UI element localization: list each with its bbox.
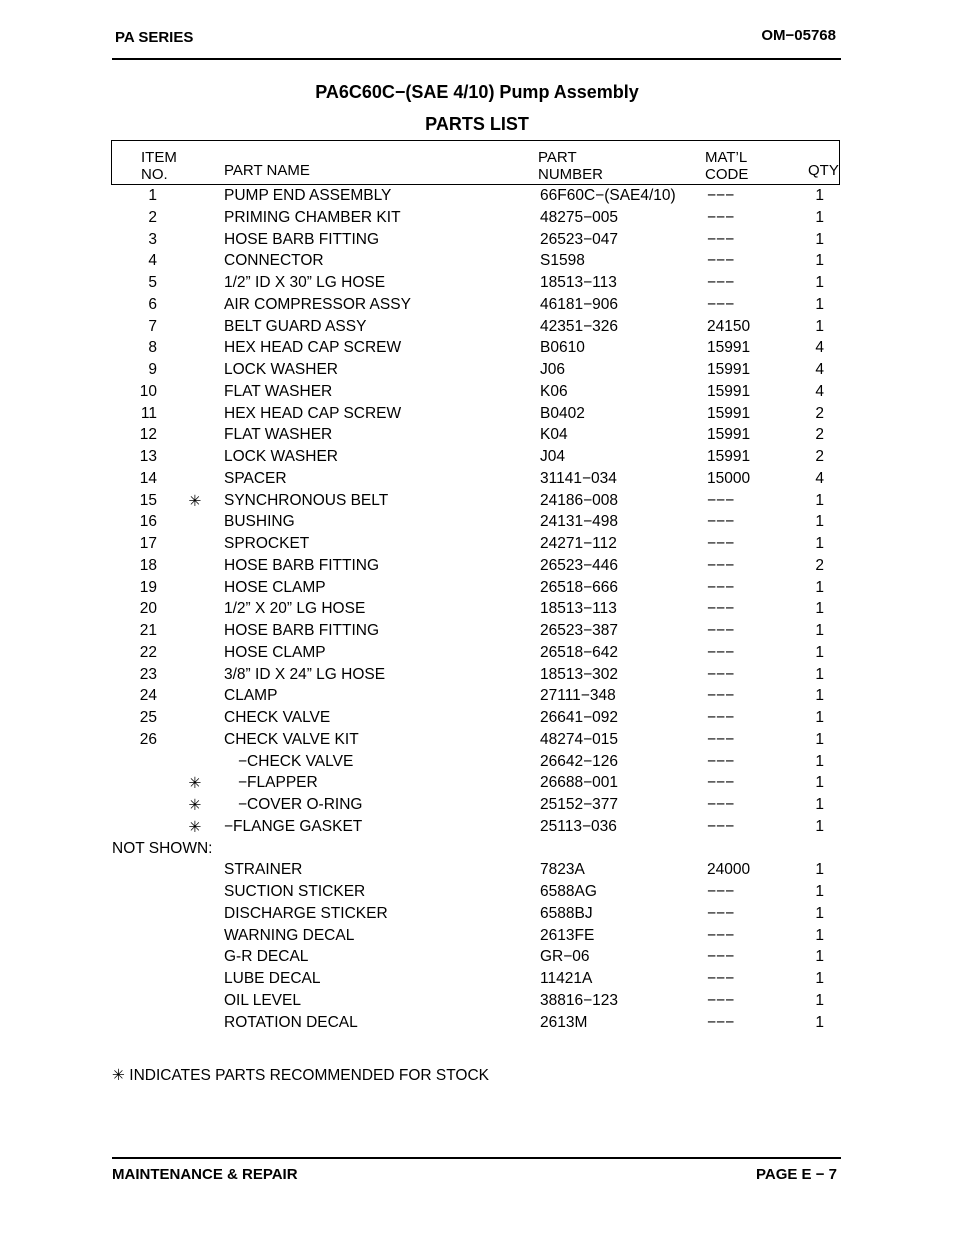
quantity: 1 [815,883,824,900]
part-number: 26523−047 [540,230,619,248]
item-number: 19 [139,578,157,596]
quantity: 4 [815,469,824,487]
part-name: AIR COMPRESSOR ASSY [224,295,411,313]
part-name: −CHECK VALVE [238,752,354,770]
header-rule [112,58,841,60]
part-name: SPROCKET [224,535,310,552]
table-row [0,534,954,556]
material-code: 15991 [707,426,751,444]
quantity: 1 [815,274,824,291]
item-number: 9 [148,361,157,378]
item-number: 1 [148,187,157,204]
quantity: 1 [815,796,824,813]
part-number: 6588BJ [540,904,593,922]
table-row [0,382,954,404]
part-name: −FLAPPER [238,774,318,792]
part-name: WARNING DECAL [224,926,355,944]
table-row [0,947,954,969]
quantity: 1 [815,817,824,835]
part-number: 24271−112 [540,535,617,552]
part-name: 1/2” ID X 30” LG HOSE [224,274,386,291]
item-number: 11 [140,404,157,422]
table-row [0,338,954,360]
part-number: 27111−348 [540,687,616,705]
part-number: 26523−446 [540,556,619,574]
part-name: CHECK VALVE [224,709,331,726]
document-number: OM−05768 [761,27,836,44]
quantity: 1 [815,252,824,270]
quantity: 1 [815,513,824,531]
item-number: 18 [139,556,157,574]
quantity: 1 [815,904,824,922]
stock-star-icon: ✳ [188,775,202,793]
part-number: K04 [540,426,568,444]
table-row [0,251,954,273]
part-number: 25113−036 [540,817,617,835]
quantity: 1 [815,317,824,335]
quantity: 2 [815,426,824,444]
part-name: BUSHING [224,513,295,531]
material-code: −−− [707,709,735,726]
table-row [0,926,954,948]
table-row [0,491,954,513]
quantity: 1 [815,709,824,726]
item-number: 22 [139,643,157,661]
material-code: −−− [707,230,735,248]
table-row [0,686,954,708]
material-code: −−− [707,752,735,770]
part-number: 26688−001 [540,774,619,792]
quantity: 1 [815,970,824,987]
quantity: 1 [815,926,824,944]
stock-footnote: ✳ INDICATES PARTS RECOMMENDED FOR STOCK [112,1067,489,1084]
item-number: 6 [148,295,157,313]
material-code: −−− [707,643,735,661]
stock-star-icon: ✳ [188,818,202,836]
material-code: −−− [707,948,735,966]
part-name: CLAMP [224,687,278,705]
part-number: 25152−377 [540,796,619,813]
column-matl-line1: MAT’L [705,149,748,166]
quantity: 4 [815,339,824,357]
table-row [0,469,954,491]
item-number: 23 [139,665,157,683]
quantity: 1 [815,948,824,966]
material-code: −−− [707,926,735,944]
material-code: 15991 [707,339,751,357]
table-row [0,969,954,991]
series-label: PA SERIES [115,29,194,46]
part-name: HOSE BARB FITTING [224,622,380,639]
table-row [0,360,954,382]
material-code: −−− [707,883,735,900]
part-number: 7823A [540,861,585,879]
quantity: 1 [815,643,824,661]
part-name: ROTATION DECAL [224,1013,358,1031]
part-number: J04 [540,448,565,465]
item-number: 20 [139,600,157,618]
part-name: HOSE BARB FITTING [224,556,380,574]
material-code: −−− [707,491,735,509]
table-row [0,882,954,904]
footer-rule [112,1157,841,1159]
material-code: −−− [707,578,735,596]
table-row [0,186,954,208]
part-name: SUCTION STICKER [224,883,366,900]
part-number: J06 [540,361,565,378]
quantity: 1 [815,991,824,1009]
part-name: HOSE CLAMP [224,643,326,661]
item-number: 10 [139,382,157,400]
column-item-line1: ITEM [141,149,177,166]
quantity: 1 [815,730,824,748]
table-row [0,991,954,1013]
table-row [0,752,954,774]
part-number: 66F60C−(SAE4/10) [540,187,676,204]
material-code: −−− [707,665,735,683]
quantity: 1 [815,230,824,248]
part-name: −COVER O-RING [238,796,363,813]
part-name: CHECK VALVE KIT [224,730,359,748]
material-code: −−− [707,295,735,313]
part-number: 24186−008 [540,491,619,509]
quantity: 1 [815,622,824,639]
item-number: 24 [139,687,157,705]
material-code: −−− [707,687,735,705]
material-code: 15000 [707,469,751,487]
item-number: 4 [148,252,157,270]
part-name: 3/8” ID X 24” LG HOSE [224,665,386,683]
part-number: 31141−034 [540,469,617,487]
part-name: LOCK WASHER [224,448,338,465]
parts-list-title: PARTS LIST [425,114,529,134]
part-name: FLAT WASHER [224,426,333,444]
quantity: 4 [815,361,824,378]
part-number: 42351−326 [540,317,619,335]
table-row [0,512,954,534]
table-row [0,599,954,621]
table-row [0,817,954,839]
material-code: −−− [707,274,735,291]
material-code: 15991 [707,404,751,422]
item-number: 7 [148,317,157,335]
quantity: 1 [815,535,824,552]
material-code: −−− [707,535,735,552]
table-row [0,230,954,252]
quantity: 1 [815,600,824,618]
part-name: STRAINER [224,861,303,879]
quantity: 4 [815,382,824,400]
page-number: PAGE E − 7 [755,1166,837,1183]
table-row [0,730,954,752]
part-name: FLAT WASHER [224,382,333,400]
column-qty: QTY [808,162,839,179]
part-name: HEX HEAD CAP SCREW [224,404,402,422]
item-number: 12 [139,426,157,444]
table-row [0,273,954,295]
material-code: −−− [707,817,735,835]
column-matl-line2: CODE [705,166,749,183]
part-number: 26518−642 [540,643,619,661]
part-number: 18513−302 [540,665,619,683]
table-row [0,578,954,600]
part-name: BELT GUARD ASSY [224,317,367,335]
item-number: 8 [148,339,157,357]
quantity: 2 [815,404,824,422]
item-number: 17 [139,535,157,552]
material-code: −−− [707,252,735,270]
material-code: −−− [707,970,735,987]
quantity: 1 [815,491,824,509]
material-code: −−− [707,187,735,204]
column-part-name: PART NAME [224,162,310,179]
table-row [0,773,954,795]
material-code: −−− [707,208,735,226]
table-row [0,208,954,230]
item-number: 26 [139,730,157,748]
table-row [0,860,954,882]
item-number: 21 [139,622,157,639]
part-name: OIL LEVEL [224,991,301,1009]
part-number: 11421A [540,970,593,987]
part-number: 26642−126 [540,752,619,770]
quantity: 1 [815,687,824,705]
item-number: 15 [139,491,157,509]
material-code: 15991 [707,361,751,378]
table-row [0,404,954,426]
table-row [0,425,954,447]
stock-star-icon: ✳ [188,797,202,814]
quantity: 1 [815,295,824,313]
part-number: 18513−113 [540,274,617,291]
quantity: 1 [815,774,824,792]
part-number: 2613M [540,1013,588,1031]
part-name: HEX HEAD CAP SCREW [224,339,402,357]
material-code: 24000 [707,861,751,879]
quantity: 2 [815,556,824,574]
quantity: 1 [815,1013,824,1031]
quantity: 1 [815,752,824,770]
table-row [0,665,954,687]
material-code: −−− [707,513,735,531]
part-number: 26523−387 [540,622,619,639]
part-number: GR−06 [540,948,590,966]
table-row [0,447,954,469]
material-code: −−− [707,1013,735,1031]
table-row [0,556,954,578]
assembly-title: PA6C60C−(SAE 4/10) Pump Assembly [315,82,639,102]
material-code: 24150 [707,317,751,335]
part-number: 2613FE [540,926,595,944]
section-name: MAINTENANCE & REPAIR [112,1166,298,1183]
quantity: 2 [815,448,824,465]
part-number: 26518−666 [540,578,619,596]
part-number: 24131−498 [540,513,619,531]
part-number: 18513−113 [540,600,617,618]
part-name: HOSE CLAMP [224,578,326,596]
part-number: 26641−092 [540,709,619,726]
item-number: 5 [148,274,157,291]
part-number: B0402 [540,404,585,422]
item-number: 25 [139,709,157,726]
table-row [0,1013,954,1035]
table-row [0,317,954,339]
quantity: 1 [815,578,824,596]
column-part-line2: NUMBER [538,166,604,183]
part-name: SYNCHRONOUS BELT [224,491,389,509]
part-name: SPACER [224,469,287,487]
part-name: LOCK WASHER [224,361,338,378]
item-number: 14 [139,469,157,487]
table-row [0,643,954,665]
part-number: 38816−123 [540,991,619,1009]
table-row [0,295,954,317]
part-name: 1/2” X 20” LG HOSE [224,600,366,618]
quantity: 1 [815,665,824,683]
material-code: 15991 [707,382,751,400]
item-number: 16 [139,513,157,531]
item-number: 13 [139,448,157,465]
part-number: S1598 [540,252,585,270]
table-row [0,621,954,643]
column-item-line2: NO. [141,166,168,183]
material-code: −−− [707,556,735,574]
part-name: PRIMING CHAMBER KIT [224,208,401,226]
column-part-line1: PART [538,149,577,166]
quantity: 1 [815,187,824,204]
stock-star-icon: ✳ [188,492,202,510]
table-row [0,708,954,730]
item-number: 2 [148,208,157,226]
table-row [0,904,954,926]
part-name: HOSE BARB FITTING [224,230,380,248]
material-code: −−− [707,796,735,813]
part-name: G-R DECAL [224,948,309,966]
material-code: −−− [707,774,735,792]
table-row [0,795,954,817]
part-name: LUBE DECAL [224,970,321,987]
parts-table [0,186,954,1034]
section-heading-row [0,839,954,861]
quantity: 1 [815,208,824,226]
part-number: K06 [540,382,568,400]
part-number: 48274−015 [540,730,619,748]
part-name: −FLANGE GASKET [224,817,363,835]
part-name: DISCHARGE STICKER [224,904,388,922]
part-number: 48275−005 [540,208,619,226]
item-number: 3 [148,230,157,248]
material-code: −−− [707,904,735,922]
part-name: CONNECTOR [224,252,324,270]
part-number: B0610 [540,339,585,357]
material-code: −−− [707,600,735,618]
material-code: 15991 [707,448,751,465]
part-number: 46181−906 [540,295,619,313]
part-number: 6588AG [540,883,597,900]
material-code: −−− [707,730,735,748]
section-heading: NOT SHOWN: [112,839,213,857]
quantity: 1 [815,861,824,879]
material-code: −−− [707,991,735,1009]
material-code: −−− [707,622,735,639]
part-name: PUMP END ASSEMBLY [224,187,392,204]
